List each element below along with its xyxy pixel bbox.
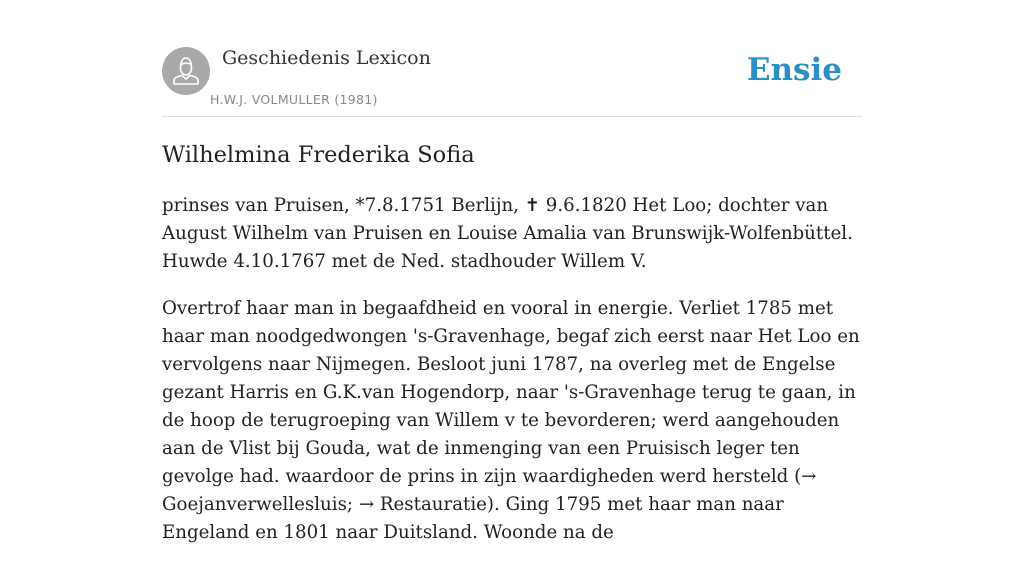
source-author[interactable]: H.W.J. VOLMULLER (1981) [210,92,378,107]
article-paragraph: Overtrof haar man in begaafdheid en vooral in energie. Verliet 1785 met haar man noodgedwongen 's-Gravenhage, begaf zich eerst naar Het Loo en vervolgens naar Nijmegen. Besloot juni 1787, na overleg met de Engelse gezant Harris en G.K.van Hogendorp, naar 's-Gravenhage terug te gaan, in de hoop de terugroeping van Willem v te bevorderen; werd aangehouden aan de Vlist bij Gouda, wat de inmenging van een Pruisisch leger ten gevolge had. waardoor de prins in zijn waardigheden werd hersteld (→ Goejanverwellesluis; → Restauratie). Ging 1795 met haar man naar Engeland en 1801 naar Duitsland. Woonde na de [162,298,860,543]
source-header [162,46,862,117]
article-paragraph: prinses van Pruisen, *7.8.1751 Berlijn, ✝ 9.6.1820 Het Loo; dochter van August Wilhelm van Pruisen en Louise Amalia van Brunswijk-Wolfenbüttel. Huwde 4.10.1767 met de Ned. stadhouder Willem V. [162,195,853,272]
source-title[interactable]: Geschiedenis Lexicon [222,47,431,69]
article-title: Wilhelmina Frederika Sofia [162,142,475,168]
article-body [162,192,862,566]
brand-logo[interactable]: Ensie [746,52,842,88]
person-icon[interactable] [162,47,210,95]
